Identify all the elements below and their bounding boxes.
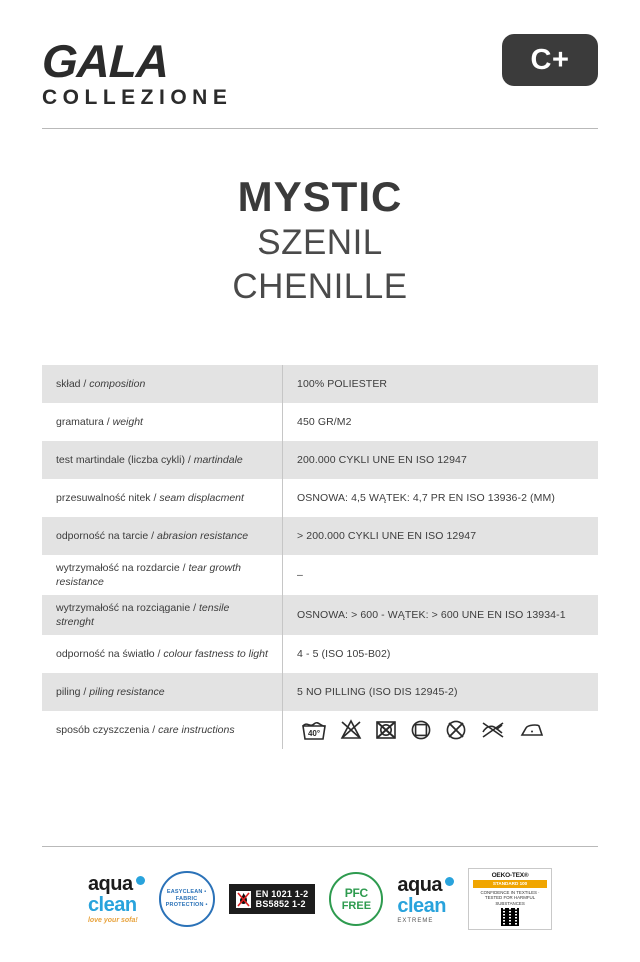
spec-label (42, 635, 283, 673)
svg-text:40°: 40° (307, 729, 321, 739)
title-block (42, 173, 598, 309)
fire-retardant-badge (229, 884, 316, 915)
aqua-clean-line1: aqua (87, 873, 133, 895)
specification-table (42, 365, 598, 750)
fire-standard-line2: BS5852 1-2 (255, 899, 306, 909)
spec-label (42, 479, 283, 517)
table-row (42, 517, 598, 555)
spec-value-text: > 200.000 CYKLI UNE EN ISO 12947 (297, 529, 477, 542)
spec-value (283, 365, 599, 403)
spec-label-pl: wytrzymałość na rozciąganie / (56, 602, 199, 615)
table-row (42, 365, 598, 403)
spec-value-text: 200.000 CYKLI UNE EN ISO 12947 (297, 453, 467, 466)
spec-value-text: 4 - 5 (ISO 105-B02) (297, 648, 391, 661)
certification-logos (42, 868, 598, 930)
no-bleach-icon (340, 719, 362, 741)
spec-label-en: tensile strenght (56, 602, 230, 629)
brand-logo (42, 34, 232, 108)
spec-label-pl: sposób czyszczenia / (56, 724, 159, 737)
spec-label-pl: test martindale (liczba cykli) / (56, 453, 194, 466)
spec-label-en: tear growth resistance (56, 561, 241, 588)
fabric-type-pl: SZENIL (257, 223, 383, 263)
spec-label-en: piling resistance (89, 686, 165, 699)
spec-value (283, 595, 599, 635)
spec-value-text: 100% POLIESTER (297, 377, 388, 390)
spec-label-en: weight (112, 415, 143, 428)
pfc-free-line2: FREE (341, 899, 372, 912)
spec-label (42, 403, 283, 441)
spec-label-pl: gramatura / (56, 415, 113, 428)
spec-label (42, 365, 283, 403)
header-divider (42, 128, 598, 129)
spec-label-pl: piling / (56, 686, 90, 699)
spec-value (283, 555, 599, 595)
spec-label-pl: przesuwalność nitek / (56, 491, 160, 504)
spec-label-en: martindale (193, 453, 243, 466)
aqua-extreme-dot-icon (445, 877, 454, 886)
oeko-tex-description: CONFIDENCE IN TEXTILES · TESTED FOR HARMFUL SUBSTANCES (480, 889, 540, 906)
care-instructions-row (42, 711, 598, 749)
spec-label-en: colour fastness to light (163, 648, 268, 661)
spec-label-en: seam displacment (159, 491, 244, 504)
spec-value (283, 673, 599, 711)
dry-clean-p-icon (410, 719, 432, 741)
table-row (42, 595, 598, 635)
easy-clean-seal-text: EASYCLEAN • FABRIC PROTECTION • (165, 888, 208, 909)
aqua-clean-tagline: love your sofa! (87, 917, 138, 924)
table-row (42, 441, 598, 479)
easy-clean-seal (159, 871, 215, 927)
aqua-clean-dot-icon (136, 876, 145, 885)
fire-standard-line1: EN 1021 1-2 (255, 888, 309, 899)
fabric-type-fr: CHENILLE (232, 267, 408, 307)
oeko-tex-title: OEKO-TEX® (491, 872, 529, 879)
spec-value-text: – (297, 568, 303, 581)
spec-label-en: composition (89, 377, 146, 390)
no-tumble-dry-icon (375, 719, 397, 741)
spec-label (42, 711, 283, 749)
spec-label (42, 595, 283, 635)
spec-label-pl: odporność na tarcie / (56, 529, 157, 542)
spec-label-pl: skład / (56, 377, 90, 390)
spec-value (283, 403, 599, 441)
spec-value-text: OSNOWA: 4,5 WĄTEK: 4,7 PR EN ISO 13936-2 (MM) (297, 491, 555, 504)
spec-label-en: care instructions (158, 724, 235, 737)
spec-label (42, 441, 283, 479)
oeko-tex-qr-icon (501, 908, 519, 926)
table-row (42, 403, 598, 441)
fabric-name: MYSTIC (237, 173, 403, 220)
spec-value (283, 479, 599, 517)
spec-value-text: 450 GR/M2 (297, 415, 352, 428)
care-icons-group (297, 719, 584, 741)
spec-value-text: 5 NO PILLING (ISO DIS 12945-2) (297, 686, 458, 699)
brand-logo-sub: COLLEZIONE (42, 86, 233, 109)
oeko-tex-badge (468, 868, 552, 930)
spec-label (42, 673, 283, 711)
pfc-free-badge (329, 872, 383, 926)
brand-logo-main: GALA (41, 35, 170, 87)
spec-label-en: abrasion resistance (156, 529, 249, 542)
aqua-extreme-line2: clean (397, 894, 447, 917)
table-row (42, 555, 598, 595)
aqua-extreme-sub: EXTREME (397, 917, 434, 924)
footer-divider (42, 846, 598, 847)
spec-value (283, 517, 599, 555)
spec-label-pl: wytrzymałość na rozdarcie / (56, 561, 189, 574)
table-row (42, 635, 598, 673)
table-row (42, 673, 598, 711)
aqua-clean-logo (88, 874, 145, 924)
spec-value (283, 441, 599, 479)
care-icons-cell (283, 711, 599, 749)
specification-table-body (42, 365, 598, 750)
aqua-clean-extreme-logo (397, 875, 454, 924)
spec-value (283, 635, 599, 673)
category-badge: C+ (502, 34, 598, 86)
oeko-tex-standard: STANDARD 100 (473, 880, 547, 888)
spec-label (42, 517, 283, 555)
pfc-free-line1: PFC (344, 885, 368, 900)
aqua-extreme-line1: aqua (397, 873, 443, 896)
no-wet-clean-icon (445, 719, 467, 741)
page-header (42, 0, 598, 112)
spec-label (42, 555, 283, 595)
aqua-clean-line2: clean (87, 894, 137, 916)
spec-value-text: OSNOWA: > 600 - WĄTEK: > 600 UNE EN ISO 13934-1 (297, 609, 566, 622)
table-row (42, 479, 598, 517)
spec-label-pl: odporność na światło / (56, 648, 164, 661)
wash-40-degrees-icon (301, 719, 327, 741)
iron-low-icon (519, 720, 545, 740)
flame-cross-icon (236, 891, 251, 908)
no-brush-icon (480, 720, 506, 740)
